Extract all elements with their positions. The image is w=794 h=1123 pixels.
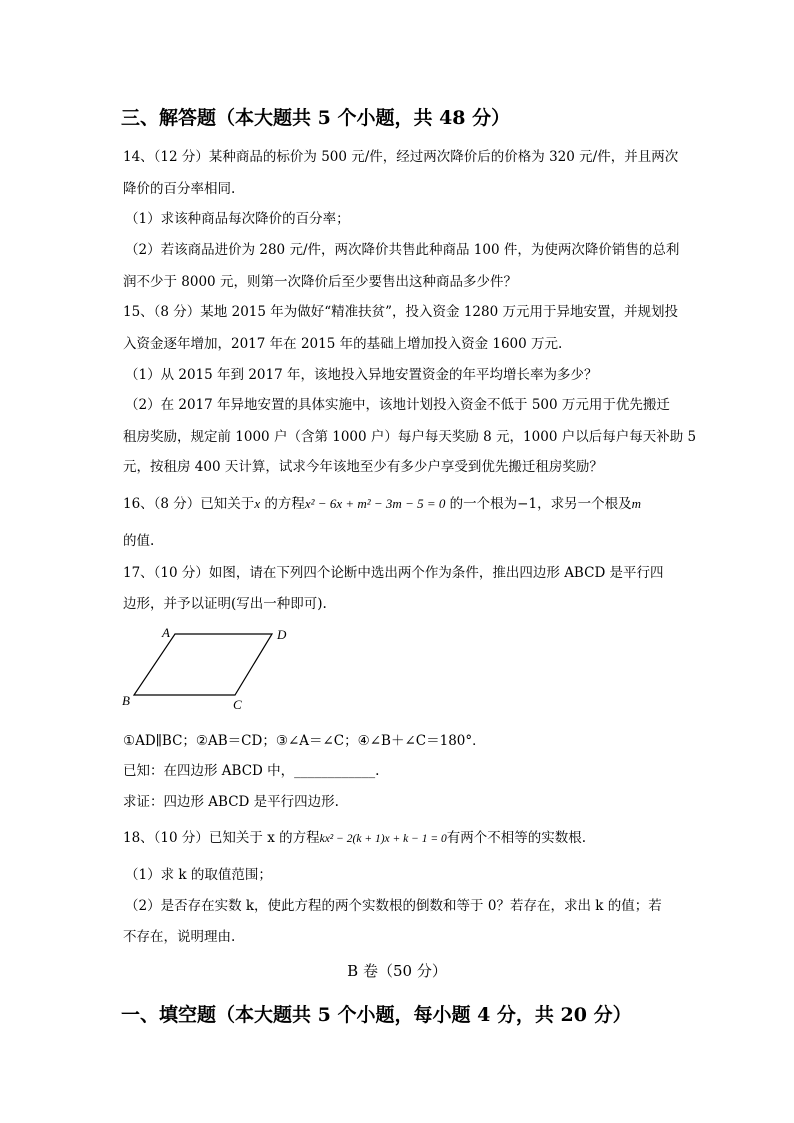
q17-known-text: 已知：在四边形 ABCD 中， (123, 763, 295, 779)
q14-part1: （1）求该种商品每次降价的百分率； (125, 211, 350, 227)
q18-part2-line1: （2）是否存在实数 k，使此方程的两个实数根的倒数和等于 0？若存在，求出 k 的值；若 (125, 898, 662, 914)
q18-line1 (123, 826, 586, 846)
q18-part1: （1）求 k 的取值范围； (125, 867, 272, 883)
vertex-label-b: B (122, 693, 130, 708)
vertex-label-c: C (233, 697, 242, 712)
q14-line2: 降价的百分率相同. (123, 181, 236, 197)
q15-line1: 15、（8 分）某地 2015 年为做好“精准扶贫”，投入资金 1280 万元用于异地安置，并规划投 (123, 304, 678, 320)
q14-part2-line2: 润不少于 8000 元，则第一次降价后至少要售出这种商品多少件？ (123, 274, 517, 290)
q16-mid: 的方程 (260, 496, 305, 512)
q17-known (123, 759, 379, 779)
vertex-label-d: D (277, 627, 287, 642)
vertex-label-a: A (162, 625, 170, 640)
q18-suffix: 有两个不相等的实数根. (446, 830, 587, 846)
q15-part2-line3: 元，按租房 400 天计算，试求今年该地至少有多少户享受到优先搬迁租房奖励？ (123, 459, 603, 475)
parallelogram-figure (110, 620, 310, 715)
q18-prefix: 18、（10 分）已知关于 x 的方程 (123, 830, 320, 846)
q15-line2: 入资金逐年增加，2017 年在 2015 年的基础上增加投入资金 1600 万元. (123, 336, 563, 352)
q14-part2-line1: （2）若该商品进价为 280 元/件，两次降价共售此种商品 100 件，为使两次降价销售的总利 (125, 242, 680, 258)
q17-line2: 边形，并予以证明(写出一种即可). (123, 596, 327, 612)
q15-part1: （1）从 2015 年到 2017 年，该地投入异地安置资金的年平均增长率为多少？ (125, 367, 598, 383)
q16-suffix: 的一个根为−1，求另一个根及 (445, 496, 632, 512)
q17-answer-blank[interactable]: ____________ (294, 763, 376, 779)
q17-conditions: ①AD∥BC；②AB＝CD；③∠A＝∠C；④∠B＋∠C＝180°． (123, 733, 486, 749)
volume-b-title: B 卷（50 分） (347, 962, 447, 980)
q16-prefix: 16、（8 分）已知关于 (123, 496, 255, 512)
q17-prove: 求证：四边形 ABCD 是平行四边形. (123, 794, 339, 810)
q16-line2: 的值. (123, 533, 155, 549)
q16-var-m: m (631, 496, 641, 511)
q15-part2-line1: （2）在 2017 年异地安置的具体实施中，该地计划投入资金不低于 500 万元用于优先搬迁 (125, 397, 670, 413)
q16-equation: x² − 6x + m² − 3m − 5 = 0 (304, 496, 446, 511)
q17-line1: 17、（10 分）如图，请在下列四个论断中选出两个作为条件，推出四边形 ABCD 是平行四 (123, 565, 664, 581)
q18-equation: kx² − 2(k + 1)x + k − 1 = 0 (319, 833, 447, 845)
q15-part2-line2: 租房奖励，规定前 1000 户（含第 1000 户）每户每天奖励 8 元，1000 户以后每户每天补助 5 (123, 429, 697, 445)
section-title-1: 一、填空题（本大题共 5 个小题，每小题 4 分，共 20 分） (121, 1004, 632, 1026)
q18-part2-line2: 不存在，说明理由. (123, 929, 236, 945)
section-title-3: 三、解答题（本大题共 5 个小题，共 48 分） (121, 107, 511, 129)
q14-line1: 14、（12 分）某种商品的标价为 500 元/件，经过两次降价后的价格为 320 元/件，并且两次 (123, 149, 679, 165)
q16-line1 (123, 492, 641, 512)
q16-var-x: x (254, 496, 261, 511)
q17-known-end: . (375, 763, 380, 779)
parallelogram-shape (134, 634, 272, 695)
